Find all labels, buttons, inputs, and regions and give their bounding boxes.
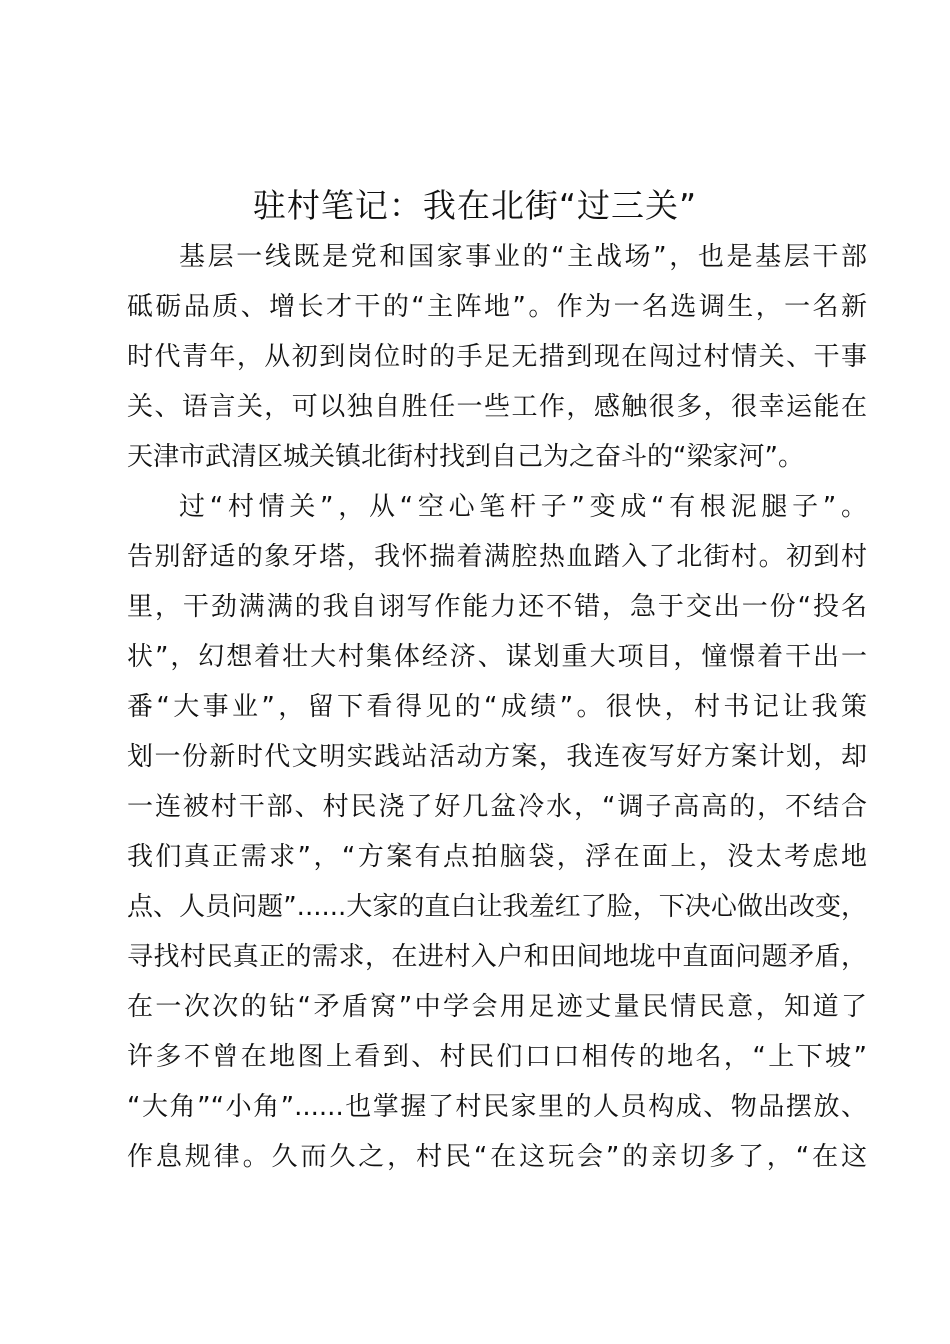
document-body bbox=[127, 232, 867, 1182]
paragraph-1-line-1: 基层一线既是党和国家事业的“主战场”，也是基层干部 bbox=[179, 242, 867, 272]
paragraph-1-line-2: 砥砺品质、增长才干的“主阵地”。作为一名选调生，一名新 bbox=[127, 292, 867, 322]
paragraph-1-line-3: 时代青年，从初到岗位时的手足无措到现在闯过村情关、干事 bbox=[127, 342, 867, 372]
paragraph-2-line-7: 一连被村干部、村民浇了好几盆冷水，“调子高高的，不结合 bbox=[127, 792, 867, 822]
paragraph-2-line-1: 过“村情关”，从“空心笔杆子”变成“有根泥腿子”。 bbox=[179, 492, 867, 522]
paragraph-2-line-12: 许多不曾在地图上看到、村民们口口相传的地名，“上下坡” bbox=[127, 1042, 867, 1072]
paragraph-2-line-13: “大角”“小角”......也掌握了村民家里的人员构成、物品摆放、 bbox=[127, 1092, 867, 1122]
paragraph-1-line-5: 天津市武清区城关镇北街村找到自己为之奋斗的“梁家河”。 bbox=[127, 442, 804, 472]
document-title: 驻村笔记：我在北街“过三关” bbox=[252, 186, 698, 225]
paragraph-2-line-5: 番“大事业”，留下看得见的“成绩”。很快，村书记让我策 bbox=[127, 692, 867, 722]
paragraph-2-line-8: 我们真正需求”，“方案有点拍脑袋，浮在面上，没太考虑地 bbox=[127, 842, 867, 872]
paragraph-2-line-10: 寻找村民真正的需求，在进村入户和田间地垅中直面问题矛盾， bbox=[127, 942, 867, 972]
paragraph-1-line-4: 关、语言关，可以独自胜任一些工作，感触很多，很幸运能在 bbox=[127, 392, 867, 422]
paragraph-2-line-9: 点、人员问题”......大家的直白让我羞红了脸，下决心做出改变， bbox=[127, 892, 867, 922]
paragraph-2-line-11: 在一次次的钻“矛盾窝”中学会用足迹丈量民情民意，知道了 bbox=[127, 992, 867, 1022]
paragraph-2-line-2: 告别舒适的象牙塔，我怀揣着满腔热血踏入了北街村。初到村 bbox=[127, 542, 867, 572]
paragraph-2-line-4: 状”，幻想着壮大村集体经济、谋划重大项目，憧憬着干出一 bbox=[127, 642, 867, 672]
paragraph-2-line-3: 里，干劲满满的我自诩写作能力还不错，急于交出一份“投名 bbox=[127, 592, 867, 622]
paragraph-2-line-6: 划一份新时代文明实践站活动方案，我连夜写好方案计划，却 bbox=[127, 742, 867, 772]
paragraph-2-line-14: 作息规律。久而久之，村民“在这玩会”的亲切多了，“在这 bbox=[127, 1142, 867, 1172]
